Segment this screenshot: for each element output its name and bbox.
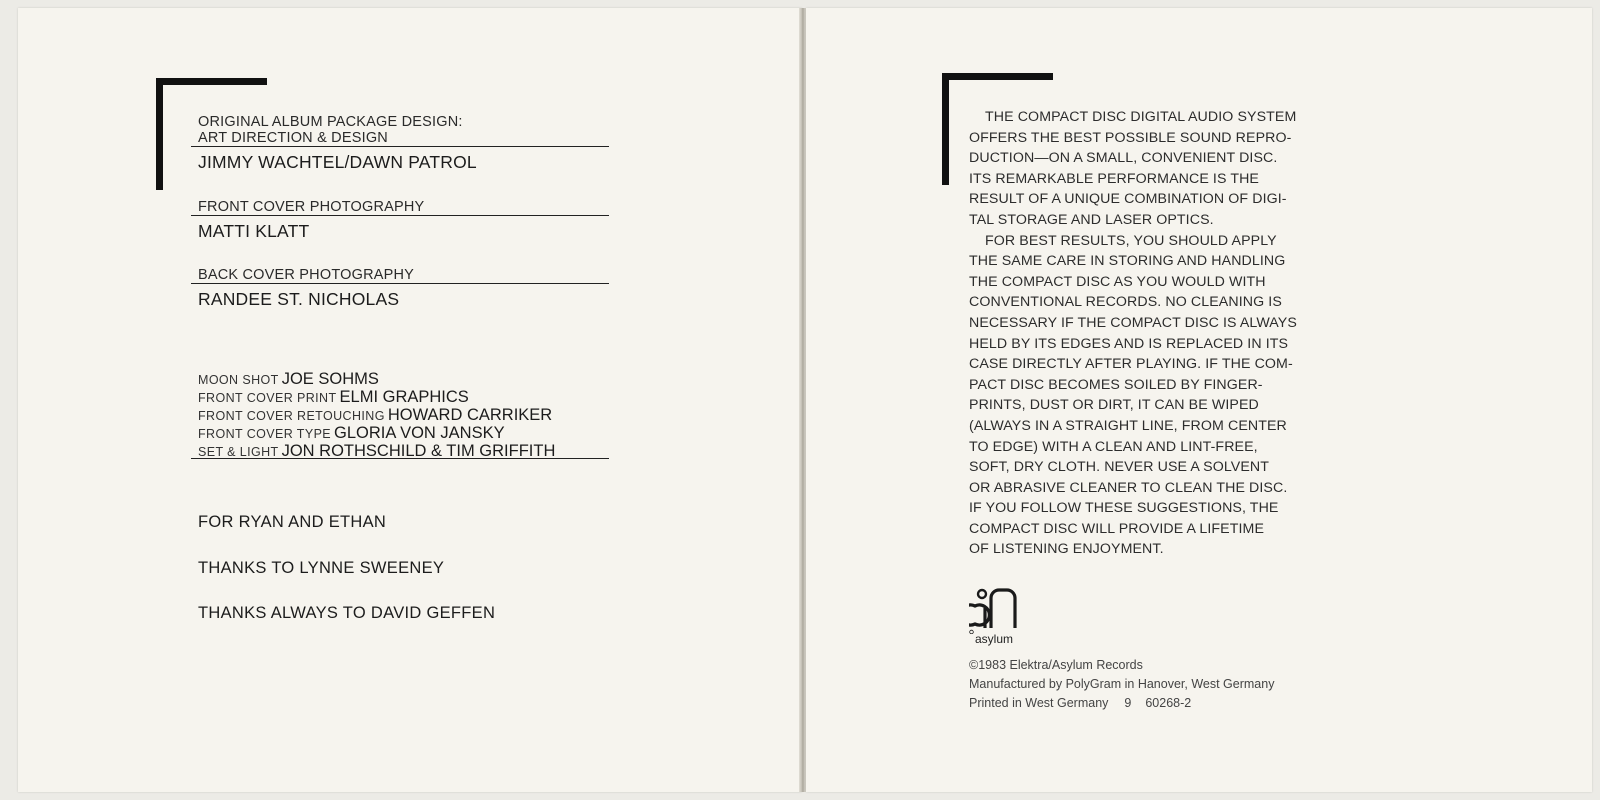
dedication-line: THANKS TO LYNNE SWEENEY — [198, 559, 445, 577]
manufactured-line: Manufactured by PolyGram in Hanover, West Germany — [969, 677, 1275, 691]
credit-name: JON ROTHSCHILD & TIM GRIFFITH — [281, 442, 556, 460]
notice-line: IF YOU FOLLOW THESE SUGGESTIONS, THE — [969, 500, 1279, 517]
notice-line: CASE DIRECTLY AFTER PLAYING. IF THE COM- — [969, 356, 1293, 373]
credit-label: SET & LIGHT — [198, 445, 279, 459]
credit-name: JIMMY WACHTEL/DAWN PATROL — [198, 152, 477, 172]
credit-label: FRONT COVER RETOUCHING — [198, 409, 385, 423]
notice-line: TO EDGE) WITH A CLEAN AND LINT-FREE, — [969, 438, 1258, 455]
copyright-line: ©1983 Elektra/Asylum Records — [969, 658, 1143, 672]
catalog-number: 60268-2 — [1145, 696, 1192, 710]
credit-label: FRONT COVER PHOTOGRAPHY — [198, 199, 425, 215]
notice-line: DUCTION—ON A SMALL, CONVENIENT DISC. — [969, 150, 1278, 167]
asylum-logo-icon — [969, 588, 1021, 634]
label-footer — [969, 656, 1274, 713]
notice-line: THE COMPACT DISC DIGITAL AUDIO SYSTEM — [985, 109, 1297, 125]
notice-line: THE SAME CARE IN STORING AND HANDLING — [969, 253, 1286, 270]
notice-line: NECESSARY IF THE COMPACT DISC IS ALWAYS — [969, 314, 1297, 331]
package-design-credit — [198, 114, 608, 146]
credit-label: FRONT COVER PRINT — [198, 391, 337, 405]
dedication-line: FOR RYAN AND ETHAN — [198, 513, 387, 531]
credit-name: ELMI GRAPHICS — [339, 388, 469, 406]
credit-label: ORIGINAL ALBUM PACKAGE DESIGN: — [198, 114, 463, 130]
credit-name: RANDEE ST. NICHOLAS — [198, 289, 400, 309]
notice-line: FOR BEST RESULTS, YOU SHOULD APPLY — [985, 232, 1277, 249]
credit-row — [198, 424, 618, 442]
notice-line: SOFT, DRY CLOTH. NEVER USE A SOLVENT — [969, 459, 1270, 476]
notice-line: PACT DISC BECOMES SOILED BY FINGER- — [969, 376, 1263, 393]
notice-line: OR ABRASIVE CLEANER TO CLEAN THE DISC. — [969, 479, 1288, 496]
credit-label: BACK COVER PHOTOGRAPHY — [198, 267, 415, 283]
divider — [191, 458, 609, 459]
credit-row — [198, 388, 618, 406]
dedication-line: THANKS ALWAYS TO DAVID GEFFEN — [198, 604, 496, 622]
printed-text: Printed in West Germany — [969, 696, 1109, 710]
divider — [191, 146, 609, 147]
credit-name: GLORIA VON JANSKY — [334, 424, 505, 442]
notice-line: COMPACT DISC WILL PROVIDE A LIFETIME — [969, 520, 1265, 537]
compact-disc-notice — [969, 107, 1339, 560]
notice-line: HELD BY ITS EDGES AND IS REPLACED IN ITS — [969, 335, 1289, 352]
notice-line: TAL STORAGE AND LASER OPTICS. — [969, 211, 1214, 228]
divider — [191, 283, 609, 284]
credit-label: ART DIRECTION & DESIGN — [198, 130, 388, 146]
catalog-prefix: 9 — [1124, 696, 1132, 710]
credit-name: MATTI KLATT — [198, 221, 310, 241]
credits-list — [198, 370, 618, 460]
notice-line: PRINTS, DUST OR DIRT, IT CAN BE WIPED — [969, 397, 1259, 414]
credit-row — [198, 406, 618, 424]
right-page — [806, 8, 1592, 792]
printed-line — [969, 694, 1274, 713]
credit-row — [198, 370, 618, 388]
divider — [191, 215, 609, 216]
credit-label: FRONT COVER TYPE — [198, 427, 332, 441]
credit-label: MOON SHOT — [198, 373, 279, 387]
notice-line: OF LISTENING ENJOYMENT. — [969, 541, 1164, 558]
logo-wordmark: asylum — [975, 632, 1014, 646]
credit-name: JOE SOHMS — [281, 370, 379, 388]
notice-line: ITS REMARKABLE PERFORMANCE IS THE — [969, 170, 1259, 187]
notice-line: THE COMPACT DISC AS YOU WOULD WITH — [969, 273, 1266, 290]
notice-line: RESULT OF A UNIQUE COMBINATION OF DIGI- — [969, 191, 1287, 208]
credit-name: HOWARD CARRIKER — [387, 406, 553, 424]
notice-line: OFFERS THE BEST POSSIBLE SOUND REPRO- — [969, 129, 1292, 146]
notice-line: CONVENTIONAL RECORDS. NO CLEANING IS — [969, 294, 1282, 311]
left-page — [18, 8, 802, 792]
notice-line: (ALWAYS IN A STRAIGHT LINE, FROM CENTER — [969, 417, 1287, 434]
